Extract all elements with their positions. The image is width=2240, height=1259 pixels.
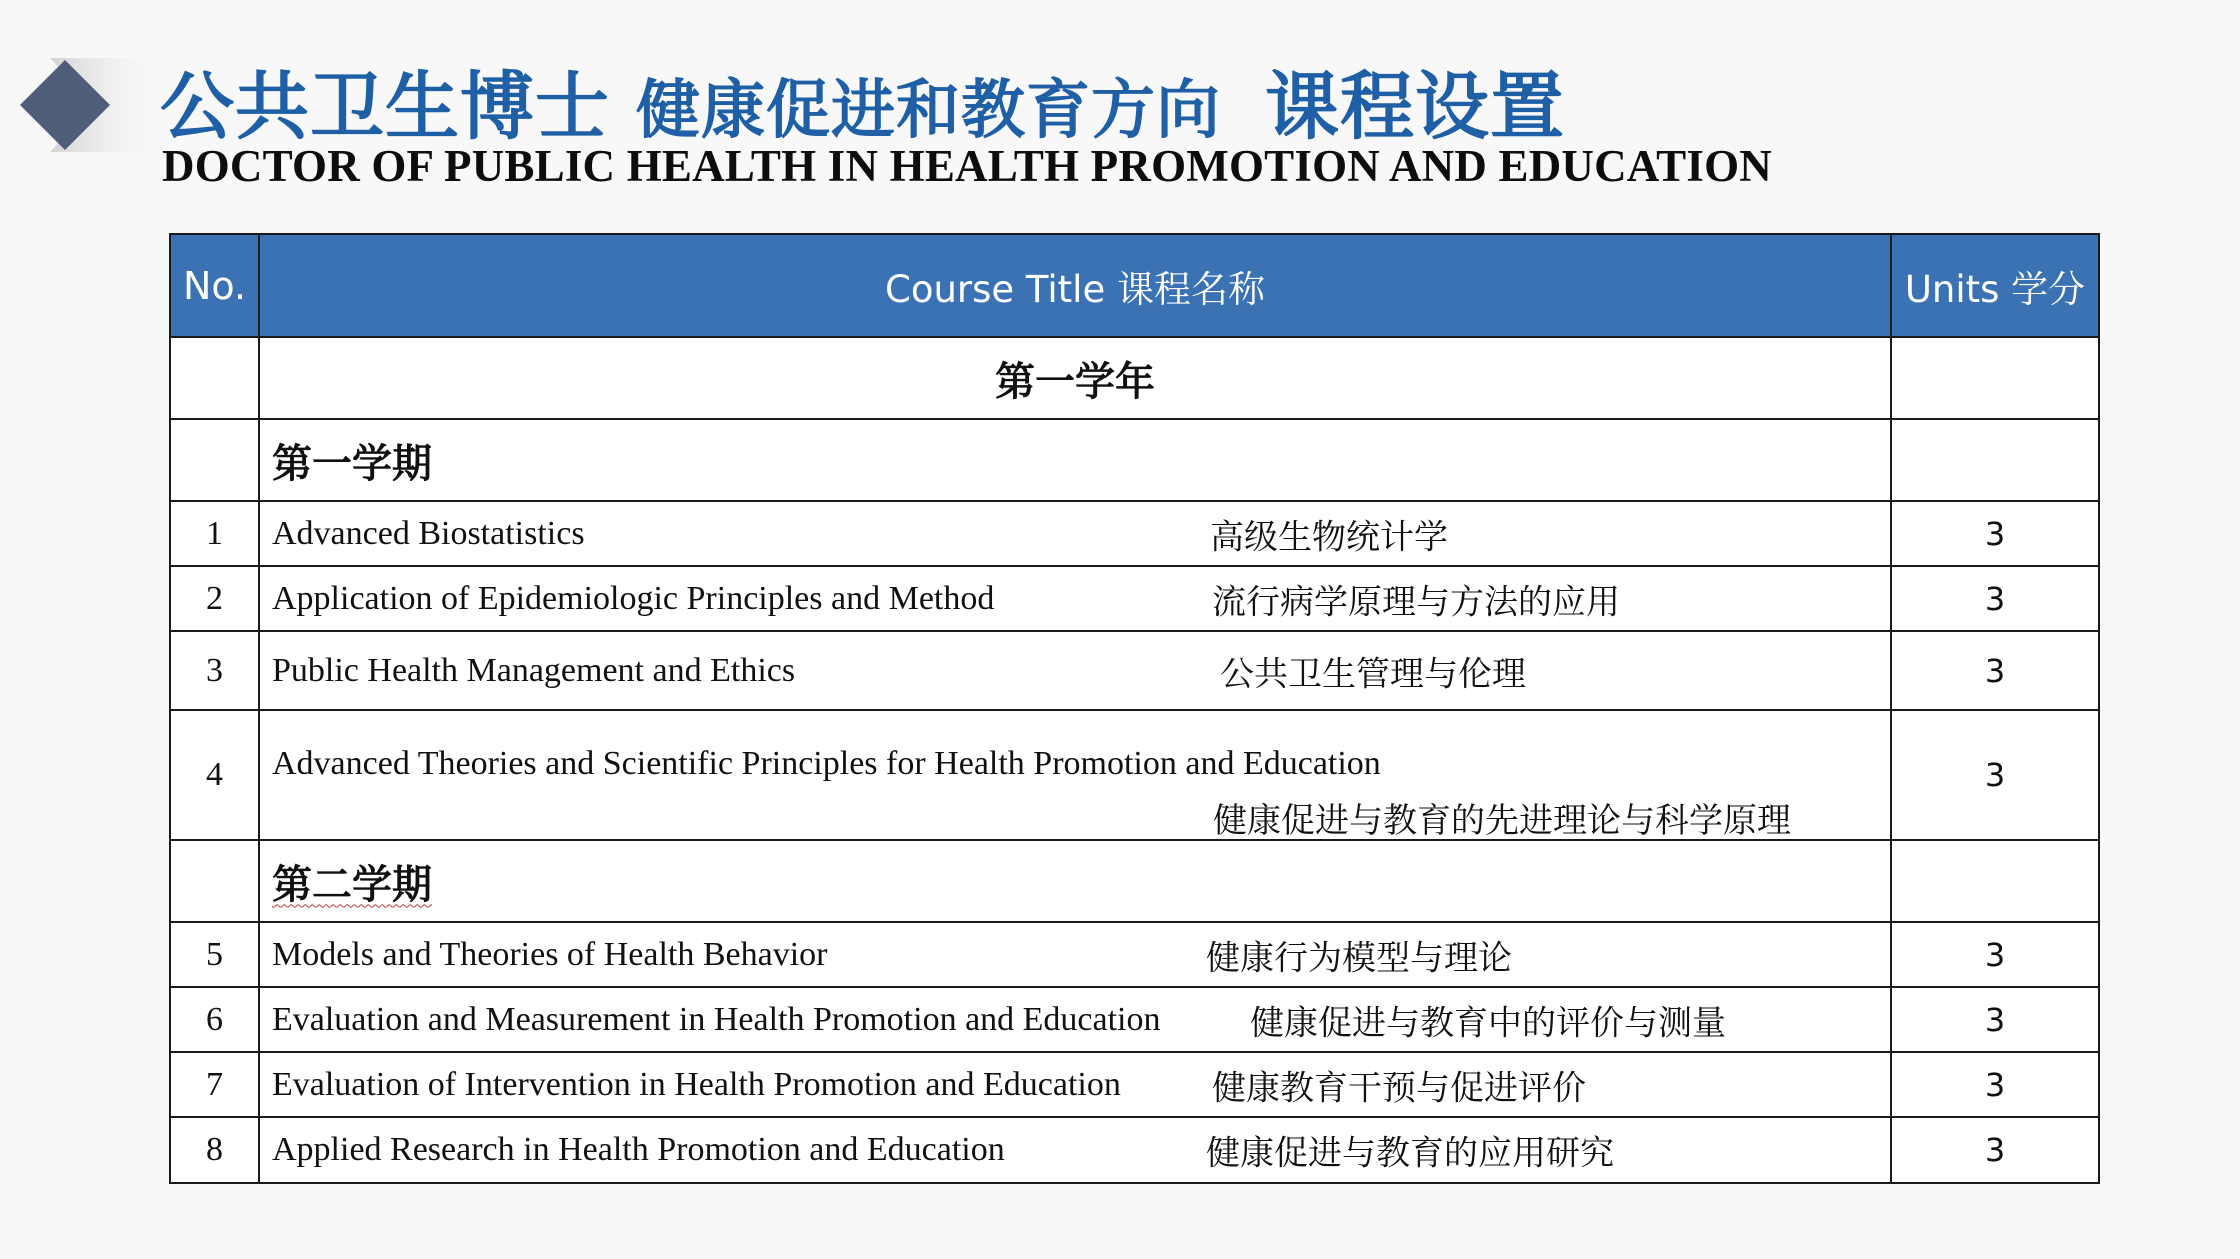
course-table xyxy=(169,233,2100,1184)
semester-row-empty-units xyxy=(1891,840,2099,922)
course-title-cn: 高级生物统计学 xyxy=(1210,517,1448,557)
course-title-cn: 公共卫生管理与伦理 xyxy=(1220,654,1526,694)
semester-row-2 xyxy=(170,840,2099,922)
diamond-decoration-icon xyxy=(0,40,170,170)
course-title xyxy=(259,501,1891,566)
course-no: 5 xyxy=(170,922,259,987)
course-title-en: Public Health Management and Ethics xyxy=(272,651,796,689)
course-title-en: Evaluation of Intervention in Health Promotion and Education xyxy=(272,1065,1121,1103)
year-row-empty-no xyxy=(170,337,259,419)
course-title-cn: 健康教育干预与促进评价 xyxy=(1212,1068,1586,1108)
course-title xyxy=(259,631,1891,710)
table-row xyxy=(170,710,2099,840)
course-title-en: Application of Epidemiologic Principles and Method xyxy=(272,579,995,617)
title-cn-part3: 课程设置 xyxy=(1265,64,1565,150)
course-title-cn: 健康促进与教育的应用研究 xyxy=(1206,1133,1614,1174)
course-title xyxy=(259,922,1891,987)
course-title-en: Evaluation and Measurement in Health Promotion and Education xyxy=(272,1000,1161,1038)
course-no: 2 xyxy=(170,566,259,631)
course-title-en: Advanced Biostatistics xyxy=(272,514,585,552)
course-units: 3 xyxy=(1891,1117,2099,1183)
table-row xyxy=(170,1052,2099,1117)
semester-row-empty-units xyxy=(1891,419,2099,501)
semester-label-2-text: 第二学期 xyxy=(272,861,432,908)
course-no: 1 xyxy=(170,501,259,566)
year-row-empty-units xyxy=(1891,337,2099,419)
table-row xyxy=(170,631,2099,710)
year-label: 第一学年 xyxy=(259,337,1891,419)
course-title-en: Applied Research in Health Promotion and Education xyxy=(272,1131,1005,1168)
table-row xyxy=(170,566,2099,631)
course-units: 3 xyxy=(1891,566,2099,631)
course-no: 3 xyxy=(170,631,259,710)
semester-label-1: 第一学期 xyxy=(259,419,1891,501)
header-course-title: Course Title 课程名称 xyxy=(259,234,1891,337)
course-title-cn: 流行病学原理与方法的应用 xyxy=(1212,582,1620,622)
page-title-cn xyxy=(160,48,1565,154)
course-no: 8 xyxy=(170,1117,259,1183)
course-title-cn: 健康促进与教育中的评价与测量 xyxy=(1250,1003,1726,1043)
course-title-cn: 健康促进与教育的先进理论与科学原理 xyxy=(1213,801,1791,841)
course-title xyxy=(259,1117,1891,1183)
course-title-en: Advanced Theories and Scientific Principles for Health Promotion and Education xyxy=(272,745,1381,782)
course-title xyxy=(259,710,1891,840)
semester-row-empty-no xyxy=(170,840,259,922)
year-row xyxy=(170,337,2099,419)
header-units: Units 学分 xyxy=(1891,234,2099,337)
table-row xyxy=(170,1117,2099,1183)
course-units: 3 xyxy=(1891,922,2099,987)
course-units: 3 xyxy=(1891,501,2099,566)
table-row xyxy=(170,922,2099,987)
semester-row-1 xyxy=(170,419,2099,501)
course-units: 3 xyxy=(1891,710,2099,840)
title-cn-part2: 健康促进和教育方向 xyxy=(636,74,1221,148)
semester-label-2 xyxy=(259,840,1891,922)
course-units: 3 xyxy=(1891,987,2099,1052)
course-units: 3 xyxy=(1891,1052,2099,1117)
course-no: 7 xyxy=(170,1052,259,1117)
course-title-cn: 健康行为模型与理论 xyxy=(1206,938,1512,978)
course-title xyxy=(259,1052,1891,1117)
semester-row-empty-no xyxy=(170,419,259,501)
table-header-row xyxy=(170,234,2099,337)
course-no: 4 xyxy=(170,710,259,840)
course-title xyxy=(259,987,1891,1052)
course-title-en: Models and Theories of Health Behavior xyxy=(272,935,828,973)
header-no: No. xyxy=(170,234,259,337)
course-title xyxy=(259,566,1891,631)
table-row xyxy=(170,501,2099,566)
course-no: 6 xyxy=(170,987,259,1052)
course-units: 3 xyxy=(1891,631,2099,710)
table-row xyxy=(170,987,2099,1052)
page-title-en: DOCTOR OF PUBLIC HEALTH IN HEALTH PROMOTION AND EDUCATION xyxy=(162,141,1772,191)
title-cn-part1: 公共卫生博士 xyxy=(160,64,610,150)
